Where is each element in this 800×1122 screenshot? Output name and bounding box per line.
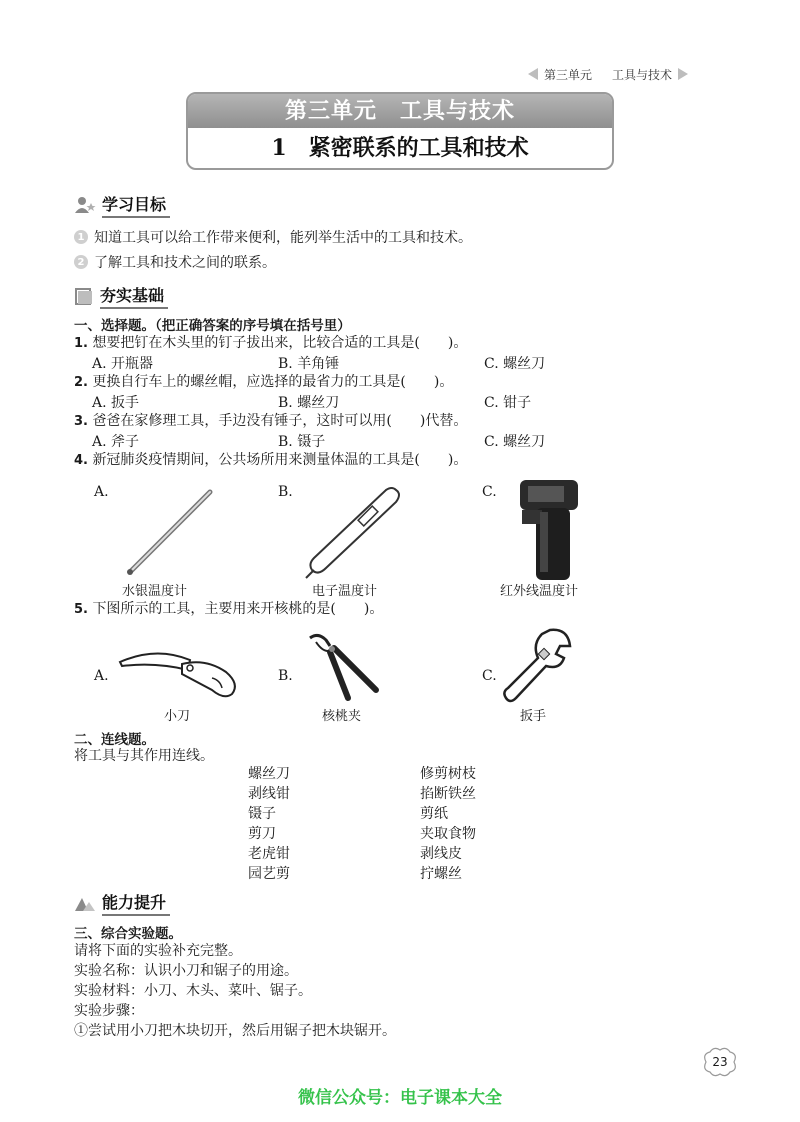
wrench-label: 扳手 [520, 709, 547, 724]
lesson-title: 1 紧密联系的工具和技术 [271, 135, 529, 161]
option-b: B. 镊子 [278, 434, 326, 450]
use-item: 掐断铁丝 [420, 786, 476, 802]
option-c: C. 钳子 [484, 395, 532, 411]
advanced-heading [74, 890, 170, 916]
goal-text: 了解工具和技术之间的联系。 [94, 255, 276, 271]
option-b: B. 螺丝刀 [278, 395, 340, 411]
option-a: A. [94, 484, 109, 500]
knife-label: 小刀 [164, 709, 191, 724]
tools-column [248, 764, 290, 884]
basics-heading [74, 283, 168, 309]
nutcracker-label: 核桃夹 [322, 709, 362, 724]
page-number: 23 [712, 1055, 728, 1069]
option-b: B. [278, 668, 293, 684]
question-4 [74, 450, 467, 471]
tool-item: 镊子 [248, 806, 276, 822]
question-1 [74, 333, 467, 354]
infrared-thermometer-label: 红外线温度计 [500, 584, 579, 599]
unit-title: 第三单元 工具与技术 [188, 94, 612, 128]
knife-image [116, 640, 242, 702]
running-head-unit: 第三单元 [544, 67, 593, 82]
option-a: A. [94, 668, 109, 684]
goal-number: 2 [74, 255, 88, 269]
right-triangle-icon [678, 68, 688, 80]
experiment-line: 实验名称：认识小刀和锯子的用途。 [74, 963, 298, 979]
question-number: 2. [74, 375, 88, 390]
uses-column [420, 764, 476, 884]
option-c: C. [482, 484, 497, 500]
running-head [528, 64, 728, 84]
option-c: C. 螺丝刀 [484, 356, 546, 372]
mountain-icon [74, 894, 96, 912]
advanced-heading-text: 能力提升 [102, 890, 170, 916]
tool-item: 螺丝刀 [248, 766, 290, 782]
option-c: C. 螺丝刀 [484, 434, 546, 450]
section3-title: 三、综合实验题。 [74, 926, 182, 942]
experiment-line: ①尝试用小刀把木块切开，然后用锯子把木块锯开。 [74, 1023, 396, 1039]
digital-thermometer-label: 电子温度计 [312, 584, 378, 599]
goals-heading-text: 学习目标 [102, 192, 170, 218]
goal-number: 1 [74, 230, 88, 244]
question-number: 3. [74, 414, 88, 429]
experiment-line: 实验材料：小刀、木头、菜叶、锯子。 [74, 983, 312, 999]
section1-title: 一、选择题。（把正确答案的序号填在括号里） [74, 318, 351, 334]
left-triangle-icon [528, 68, 538, 80]
learner-icon [74, 195, 96, 215]
question-text: 新冠肺炎疫情期间，公共场所用来测量体温的工具是( )。 [92, 452, 468, 468]
digital-thermometer-image [300, 484, 404, 580]
mercury-thermometer-label: 水银温度计 [122, 584, 188, 599]
question-text: 更换自行车上的螺丝帽，应选择的最省力的工具是( )。 [92, 374, 454, 390]
use-item: 拧螺丝 [420, 866, 462, 882]
question-text: 想要把钉在木头里的钉子拔出来，比较合适的工具是( )。 [92, 335, 468, 351]
infrared-thermometer-image [512, 476, 586, 584]
nutcracker-image [296, 628, 392, 706]
goal-item [74, 252, 276, 272]
wrench-image [502, 624, 576, 704]
goal-text: 知道工具可以给工作带来便利，能列举生活中的工具和技术。 [94, 230, 472, 246]
question-text: 下图所示的工具，主要用来开核桃的是( )。 [92, 601, 384, 617]
book-icon [74, 286, 94, 306]
tool-item: 园艺剪 [248, 866, 290, 882]
tool-item: 剥线钳 [248, 786, 290, 802]
option-b: B. [278, 484, 293, 500]
running-head-topic: 工具与技术 [612, 67, 673, 82]
tool-item: 剪刀 [248, 826, 276, 842]
use-item: 剥线皮 [420, 846, 462, 862]
use-item: 修剪树枝 [420, 766, 476, 782]
question-5 [74, 599, 383, 620]
question-2 [74, 372, 453, 393]
goals-heading [74, 192, 170, 218]
option-a: A. 扳手 [92, 395, 140, 411]
section2-instruction: 将工具与其作用连线。 [74, 748, 214, 764]
section2-title: 二、连线题。 [74, 732, 155, 748]
option-c: C. [482, 668, 497, 684]
option-b: B. 羊角锤 [278, 356, 340, 372]
option-a: A. 开瓶器 [92, 356, 154, 372]
use-item: 夹取食物 [420, 826, 476, 842]
tool-item: 老虎钳 [248, 846, 290, 862]
basics-heading-text: 夯实基础 [100, 283, 168, 309]
option-a: A. 斧子 [92, 434, 140, 450]
experiment-line: 实验步骤： [74, 1003, 144, 1019]
mercury-thermometer-image [120, 488, 220, 578]
question-text: 爸爸在家修理工具，手边没有锤子，这时可以用( )代替。 [92, 413, 468, 429]
goal-item [74, 227, 472, 247]
question-number: 4. [74, 453, 88, 468]
title-box [186, 92, 614, 170]
question-3 [74, 411, 467, 432]
use-item: 剪纸 [420, 806, 448, 822]
question-number: 5. [74, 602, 88, 617]
watermark: 微信公众号：电子课本大全 [298, 1088, 502, 1108]
question-number: 1. [74, 336, 88, 351]
experiment-line: 请将下面的实验补充完整。 [74, 943, 242, 959]
